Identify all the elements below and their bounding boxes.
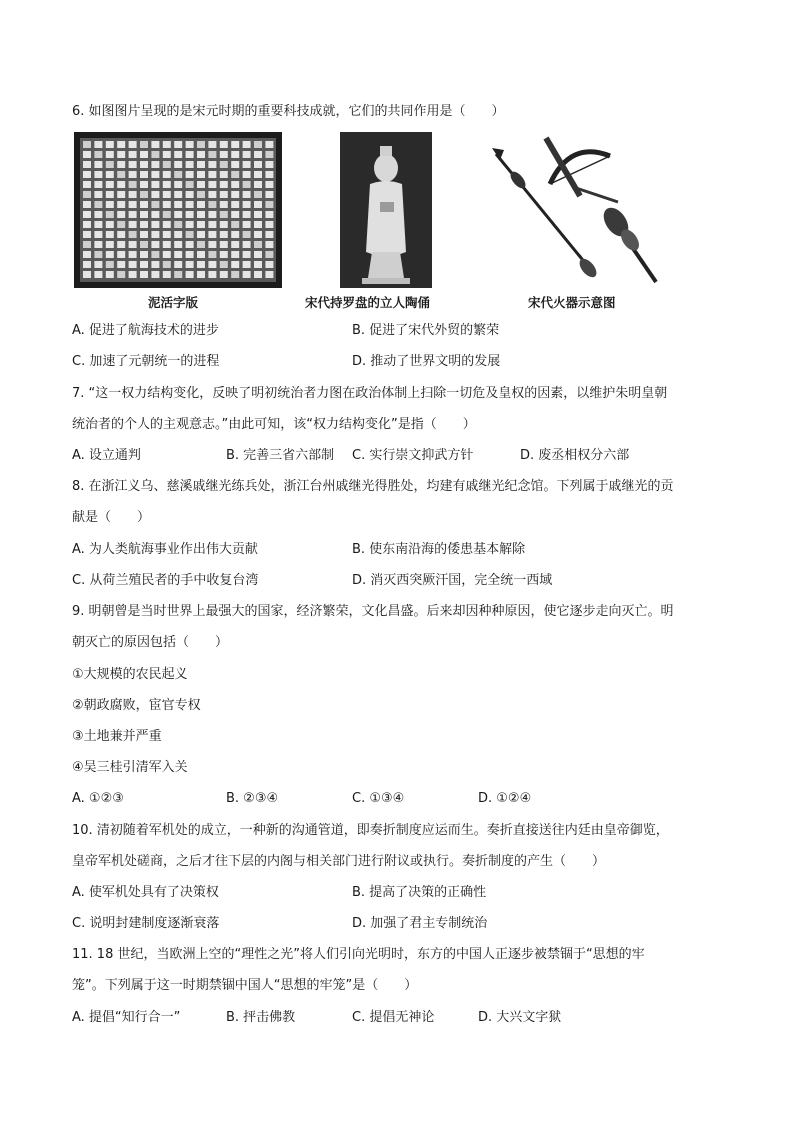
q7-option-b[interactable]: B. 完善三省六部制 <box>226 448 335 463</box>
q11-stem-line1: 11. 18 世纪，当欧洲上空的“理性之光”将人们引向光明时，东方的中国人正逐步被禁锢于“思想的牢 <box>72 947 645 962</box>
q10-stem-line1: 10. 清初随着军机处的成立，一种新的沟通管道，即奏折制度应运而生。奏折直接送往内廷由皇帝御览， <box>72 823 669 838</box>
q8-option-a[interactable]: A. 为人类航海事业作出伟大贡献 <box>72 542 258 557</box>
q9-item-3: ③土地兼并严重 <box>72 729 162 744</box>
movable-type-plate-image <box>74 132 282 288</box>
q8-stem-line1: 8. 在浙江义乌、慈溪戚继光练兵处，浙江台州戚继光得胜处，均建有戚继光纪念馆。下列属于戚继光的贡 <box>72 479 674 494</box>
q10-option-b[interactable]: B. 提高了决策的正确性 <box>352 885 487 900</box>
q11-option-a[interactable]: A. 提倡“知行合一” <box>72 1010 181 1025</box>
q6-option-d[interactable]: D. 推动了世界文明的发展 <box>352 354 501 369</box>
q7-option-c[interactable]: C. 实行崇文抑武方针 <box>352 448 474 463</box>
q11-option-d[interactable]: D. 大兴文字狱 <box>478 1010 562 1025</box>
q8-option-b[interactable]: B. 使东南沿海的倭患基本解除 <box>352 542 526 557</box>
q6-stem: 6. 如图图片呈现的是宋元时期的重要科技成就，它们的共同作用是（ ） <box>72 104 505 119</box>
q6-option-c[interactable]: C. 加速了元朝统一的进程 <box>72 354 220 369</box>
caption-fire-weapons: 宋代火器示意图 <box>528 295 616 310</box>
compass-figurine-image <box>340 132 432 288</box>
fire-weapons-image <box>488 136 668 288</box>
q11-stem-line2: 笼”。下列属于这一时期禁锢中国人“思想的牢笼”是（ ） <box>72 978 418 993</box>
q10-option-d[interactable]: D. 加强了君主专制统治 <box>352 916 488 931</box>
q9-item-1: ①大规模的农民起义 <box>72 667 188 682</box>
q11-option-c[interactable]: C. 提倡无神论 <box>352 1010 435 1025</box>
caption-movable-type: 泥活字版 <box>148 295 199 310</box>
q7-stem-line2: 统治者的个人的主观意志。”由此可知，该“权力结构变化”是指（ ） <box>72 417 476 432</box>
q8-stem-line2: 献是（ ） <box>72 510 151 525</box>
q9-option-a[interactable]: A. ①②③ <box>72 791 124 806</box>
q9-item-2: ②朝政腐败，宦官专权 <box>72 698 201 713</box>
q9-stem-line1: 9. 明朝曾是当时世界上最强大的国家，经济繁荣，文化昌盛。后来却因种种原因，使它逐步走向灭亡。明 <box>72 604 674 619</box>
q10-option-c[interactable]: C. 说明封建制度逐渐衰落 <box>72 916 220 931</box>
q8-option-d[interactable]: D. 消灭西突厥汗国，完全统一西域 <box>352 573 553 588</box>
q10-option-a[interactable]: A. 使军机处具有了决策权 <box>72 885 219 900</box>
q9-option-d[interactable]: D. ①②④ <box>478 791 532 806</box>
q8-option-c[interactable]: C. 从荷兰殖民者的手中收复台湾 <box>72 573 259 588</box>
caption-figurine: 宋代持罗盘的立人陶俑 <box>305 295 431 310</box>
q9-stem-line2: 朝灭亡的原因包括（ ） <box>72 635 229 650</box>
q6-option-a[interactable]: A. 促进了航海技术的进步 <box>72 323 219 338</box>
q11-option-b[interactable]: B. 抨击佛教 <box>226 1010 296 1025</box>
q9-option-c[interactable]: C. ①③④ <box>352 791 405 806</box>
q6-option-b[interactable]: B. 促进了宋代外贸的繁荣 <box>352 323 500 338</box>
q10-stem-line2: 皇帝军机处磋商，之后才往下层的内阁与相关部门进行附议或执行。奏折制度的产生（ ） <box>72 854 606 869</box>
q7-option-d[interactable]: D. 废丞相权分六部 <box>520 448 630 463</box>
q7-stem-line1: 7. “这一权力结构变化，反映了明初统治者力图在政治体制上扫除一切危及皇权的因素，以维护朱明皇朝 <box>72 386 668 401</box>
q9-item-4: ④吴三桂引清军入关 <box>72 760 188 775</box>
q9-option-b[interactable]: B. ②③④ <box>226 791 279 806</box>
q7-option-a[interactable]: A. 设立通判 <box>72 448 141 463</box>
